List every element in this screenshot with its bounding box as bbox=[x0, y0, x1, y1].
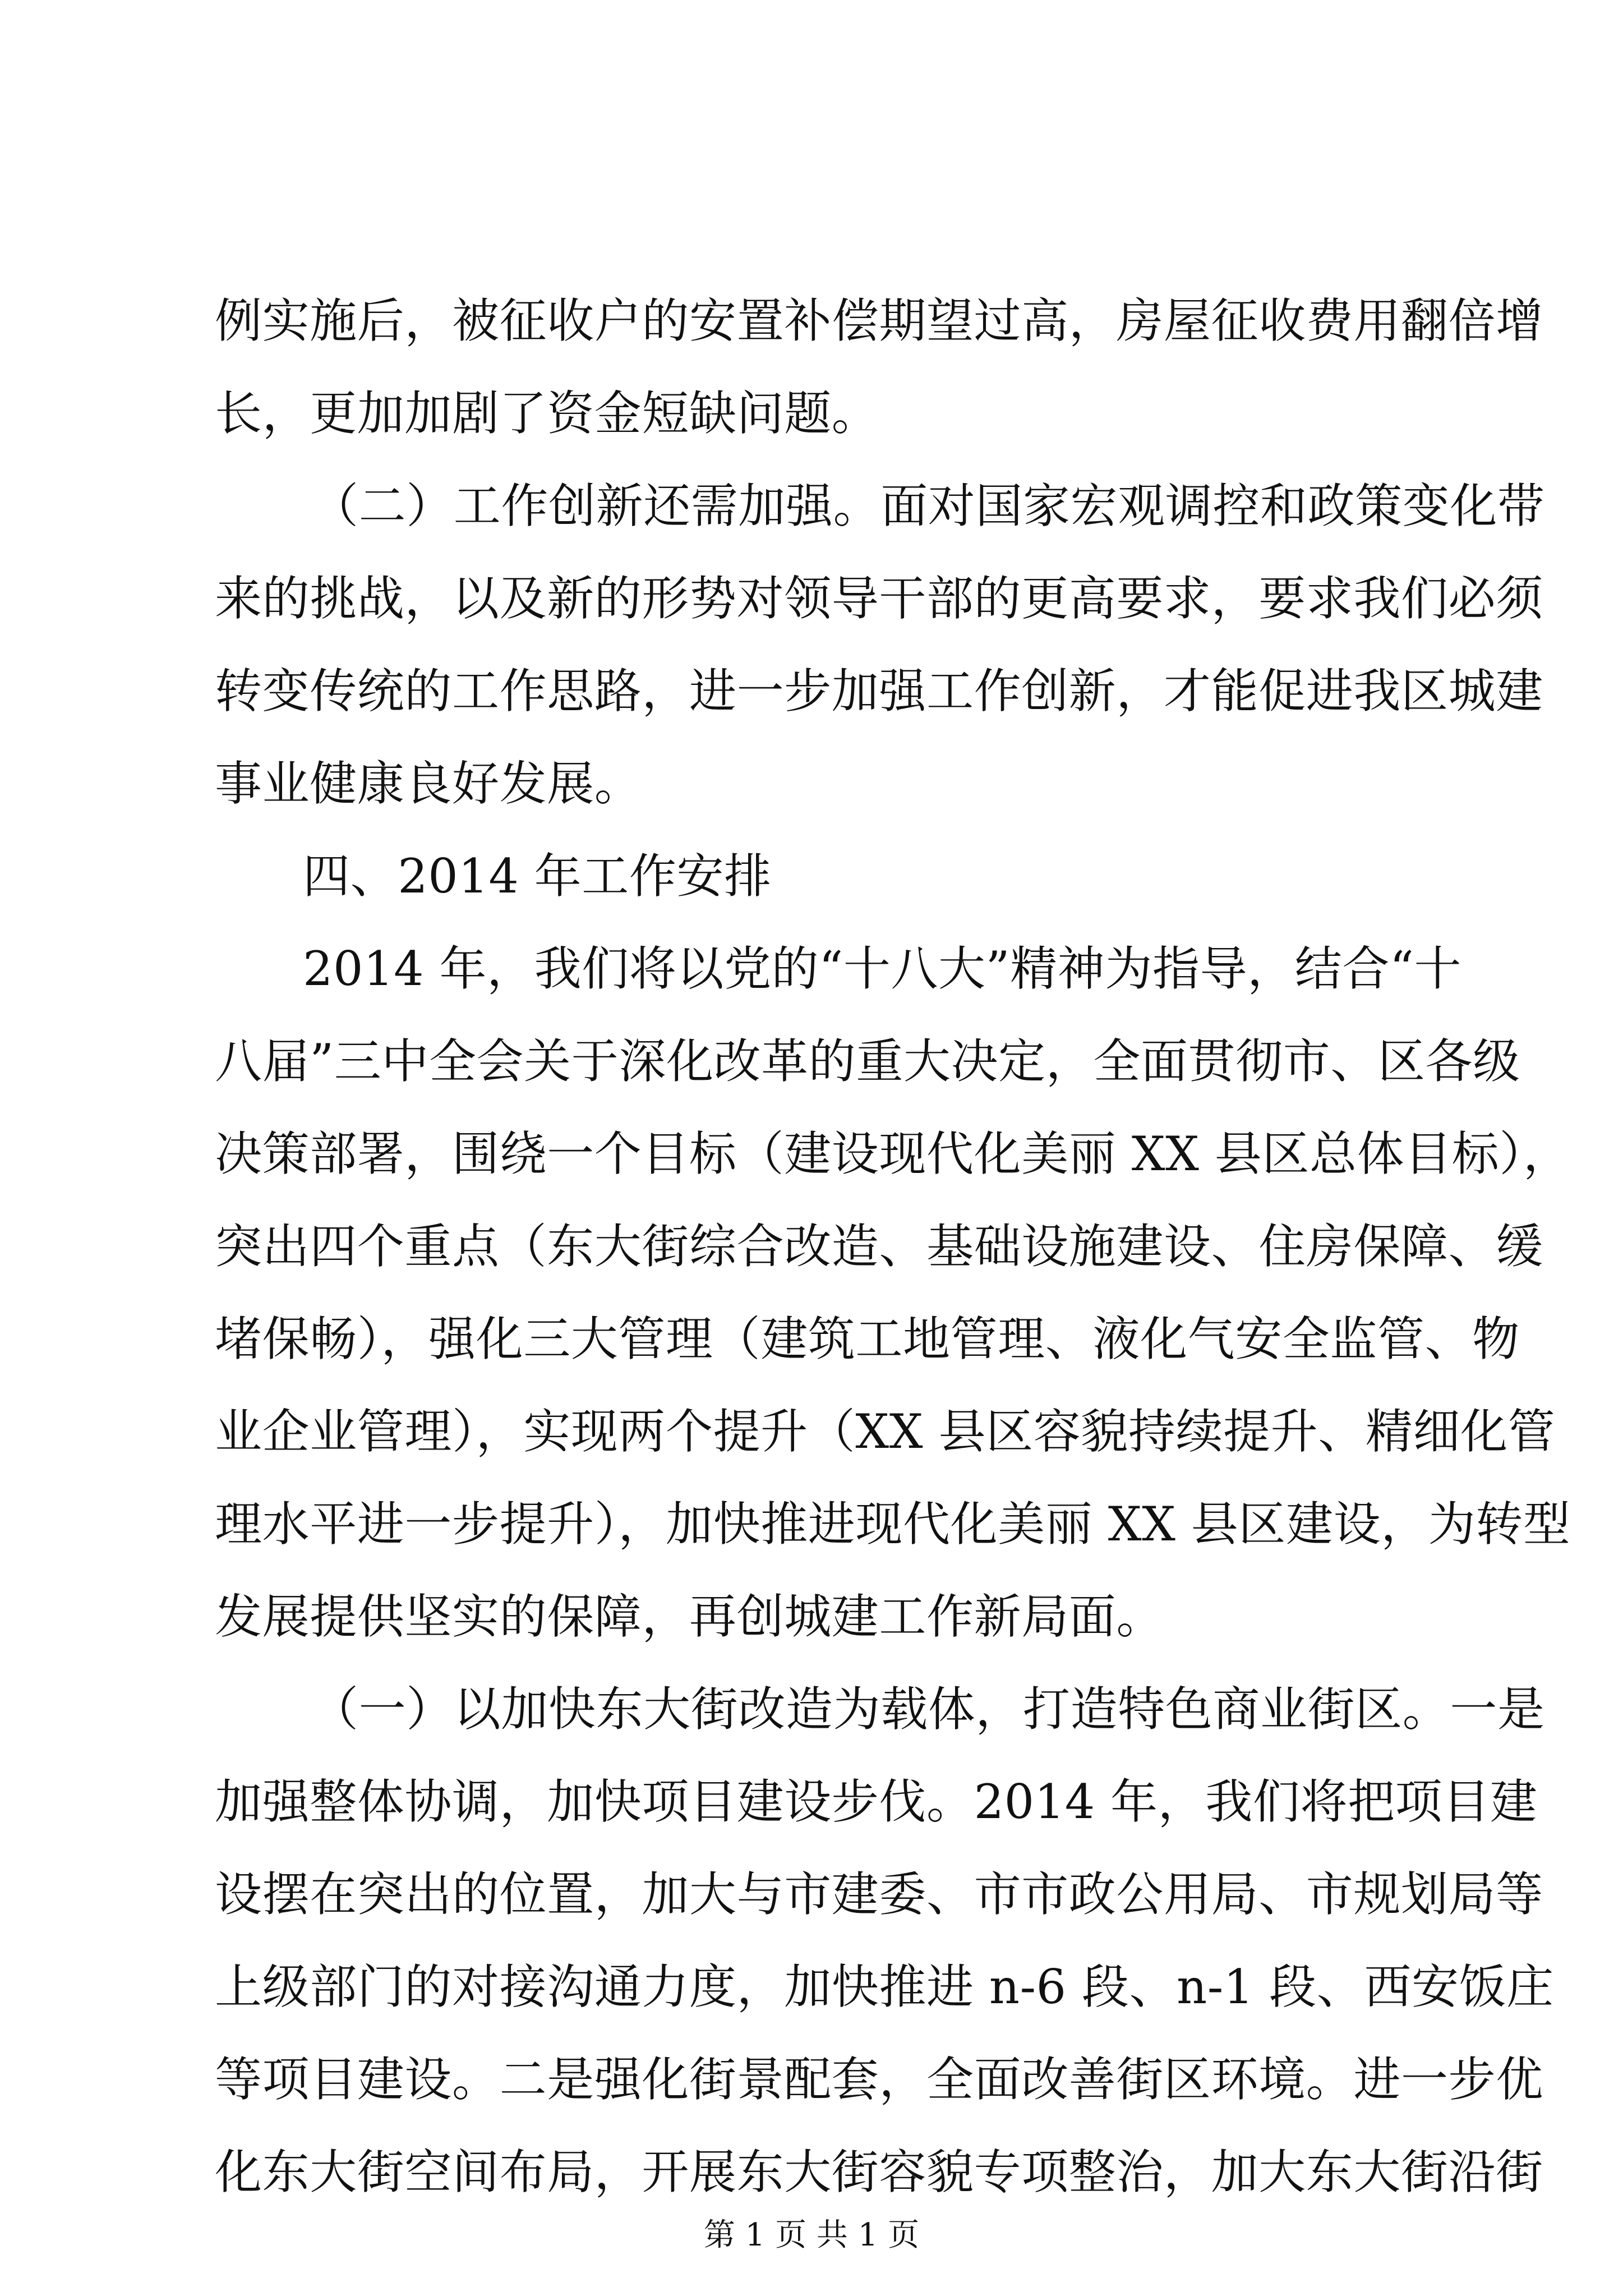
text-line: 例实施后，被征收户的安置补偿期望过高，房屋征收费用翻倍增 bbox=[215, 293, 1543, 348]
text-line: 上级部门的对接沟通力度，加快推进 n-6 段、n-1 段、西安饭庄 bbox=[215, 1959, 1554, 2014]
text-line: 转变传统的工作思路，进一步加强工作创新，才能促进我区城建 bbox=[215, 664, 1543, 719]
text-line: 化东大街空间布局，开展东大街容貌专项整治，加大东大街沿街 bbox=[215, 2145, 1543, 2200]
text-line: 突出四个重点（东大街综合改造、基础设施建设、住房保障、缓 bbox=[215, 1219, 1543, 1274]
text-line: 长，更加加剧了资金短缺问题。 bbox=[215, 386, 879, 441]
text-line: 设摆在突出的位置，加大与市建委、市市政公用局、市规划局等 bbox=[215, 1867, 1543, 1922]
text-line: 发展提供坚实的保障，再创城建工作新局面。 bbox=[215, 1589, 1164, 1644]
text-line: （一）以加快东大街改造为载体，打造特色商业街区。一是 bbox=[311, 1682, 1545, 1737]
text-line: 堵保畅），强化三大管理（建筑工地管理、液化气安全监管、物 bbox=[215, 1312, 1520, 1366]
text-line: 加强整体协调，加快项目建设步伐。2014 年，我们将把项目建 bbox=[215, 1774, 1538, 1829]
text-line: 2014 年，我们将以党的“十八大”精神为指导，结合“十 bbox=[303, 941, 1462, 996]
text-line: 决策部署，围绕一个目标（建设现代化美丽 XX 县区总体目标）， bbox=[215, 1126, 1571, 1181]
section-heading: 四、2014 年工作安排 bbox=[303, 849, 772, 904]
text-line: 来的挑战，以及新的形势对领导干部的更高要求，要求我们必须 bbox=[215, 571, 1543, 626]
text-line: 八届”三中全会关于深化改革的重大决定，全面贯彻市、区各级 bbox=[215, 1034, 1520, 1089]
page-footer: 第 1 页 共 1 页 bbox=[703, 2217, 920, 2253]
text-line: 理水平进一步提升），加快推进现代化美丽 XX 县区建设，为转型 bbox=[215, 1497, 1571, 1552]
text-line: 等项目建设。二是强化街景配套，全面改善街区环境。进一步优 bbox=[215, 2052, 1543, 2107]
text-line: 事业健康良好发展。 bbox=[215, 756, 642, 811]
text-line: 业企业管理），实现两个提升（XX 县区容貌持续提升、精细化管 bbox=[215, 1404, 1556, 1459]
text-line: （二）工作创新还需加强。面对国家宏观调控和政策变化带 bbox=[311, 478, 1545, 533]
